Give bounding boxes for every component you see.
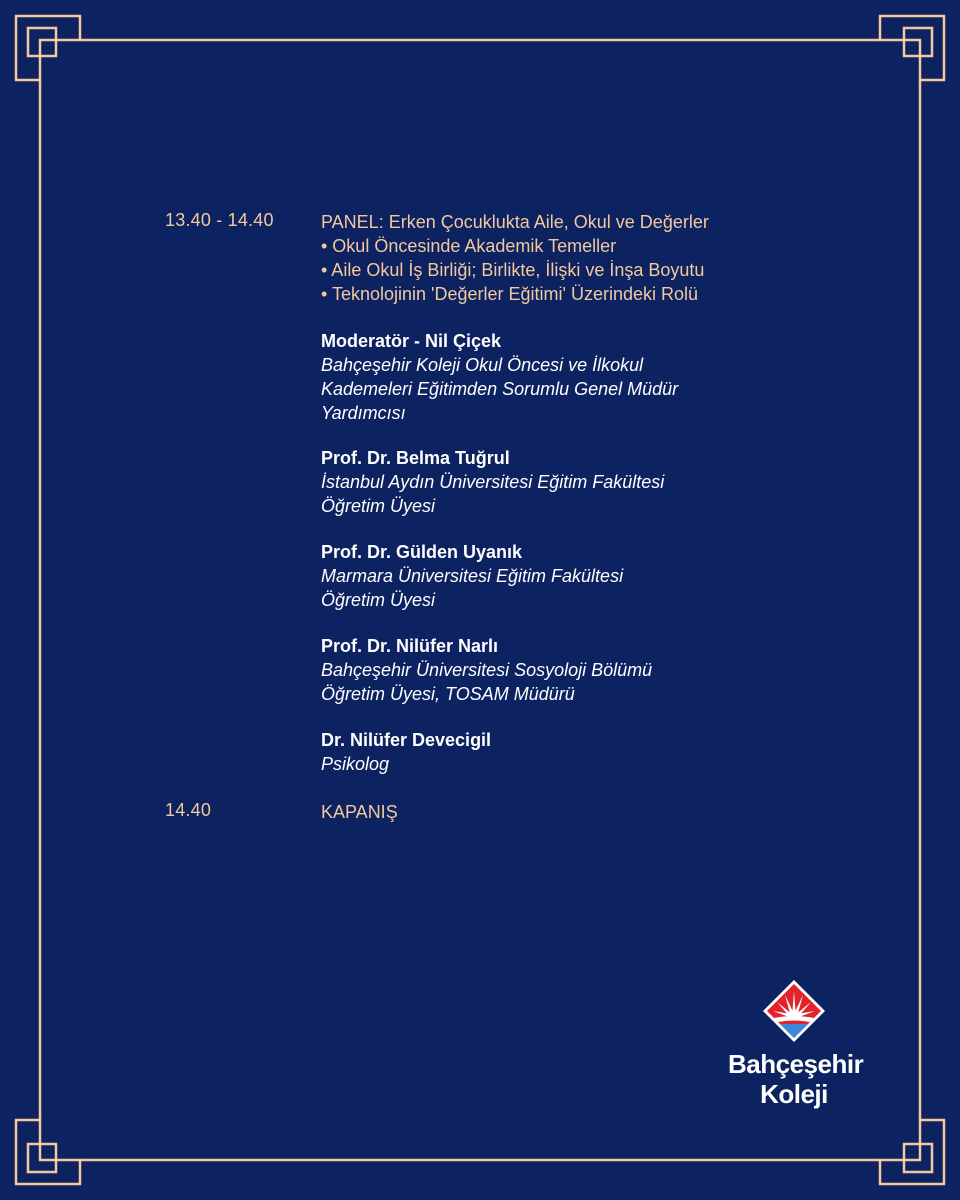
closing-block bbox=[321, 800, 881, 824]
panel-topic: • Teknolojinin 'Değerler Eğitimi' Üzerindeki Rolü bbox=[321, 284, 699, 304]
speaker-name: Moderatör - Nil Çiçek bbox=[321, 331, 502, 351]
speaker-name: Dr. Nilüfer Devecigil bbox=[321, 730, 492, 750]
panel-block bbox=[321, 210, 881, 306]
speaker-name: Prof. Dr. Gülden Uyanık bbox=[321, 542, 523, 562]
speaker-name: Prof. Dr. Belma Tuğrul bbox=[321, 448, 510, 468]
speaker-belma-tugrul bbox=[321, 446, 881, 518]
speaker-role: Bahçeşehir Koleji Okul Öncesi ve İlkokul bbox=[321, 355, 644, 375]
speaker-role: Marmara Üniversitesi Eğitim Fakültesi bbox=[321, 566, 624, 586]
speaker-role: Kademeleri Eğitimden Sorumlu Genel Müdür bbox=[321, 379, 679, 399]
speaker-nilufer-narli bbox=[321, 634, 881, 706]
sunburst-diamond-icon bbox=[728, 978, 860, 1042]
corner-ornament-bottom-left bbox=[16, 1120, 80, 1184]
speaker-nilufer-devecigil bbox=[321, 728, 881, 776]
speaker-role: Psikolog bbox=[321, 754, 390, 774]
closing-time: 14.40 bbox=[165, 800, 212, 820]
corner-ornament-top-right bbox=[880, 16, 944, 80]
speaker-role: İstanbul Aydın Üniversitesi Eğitim Fakültesi bbox=[321, 472, 665, 492]
speaker-role: Bahçeşehir Üniversitesi Sosyoloji Bölümü bbox=[321, 660, 653, 680]
panel-topic: • Aile Okul İş Birliği; Birlikte, İlişki ve İnşa Boyutu bbox=[321, 260, 705, 280]
panel-time: 13.40 - 14.40 bbox=[165, 210, 274, 230]
closing-title: KAPANIŞ bbox=[321, 802, 398, 822]
logo-line: Koleji bbox=[760, 1079, 828, 1109]
panel-topic: • Okul Öncesinde Akademik Temeller bbox=[321, 236, 617, 256]
corner-ornament-top-left bbox=[16, 16, 80, 80]
logo-wordmark bbox=[728, 1049, 864, 1109]
speaker-role: Yardımcısı bbox=[321, 403, 406, 423]
speaker-role: Öğretim Üyesi, TOSAM Müdürü bbox=[321, 684, 575, 704]
panel-title: PANEL: Erken Çocuklukta Aile, Okul ve Değerler bbox=[321, 212, 709, 232]
speaker-gulden-uyanik bbox=[321, 540, 881, 612]
speaker-moderator bbox=[321, 329, 881, 425]
speaker-name: Prof. Dr. Nilüfer Narlı bbox=[321, 636, 499, 656]
speaker-role: Öğretim Üyesi bbox=[321, 590, 436, 610]
corner-ornament-bottom-right bbox=[880, 1120, 944, 1184]
logo-line: Bahçeşehir bbox=[728, 1049, 864, 1079]
speaker-role: Öğretim Üyesi bbox=[321, 496, 436, 516]
bahcesehir-logo bbox=[728, 978, 864, 1109]
